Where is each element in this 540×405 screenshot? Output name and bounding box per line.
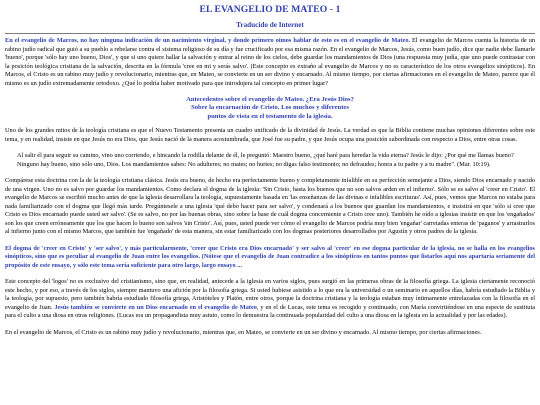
intro-text: El evangelio de Marcos cuenta la historia de un rabino judío radical que guió a su pueblo a rebelarse contra el sistema religioso de su día y fue crucificado por esa misma razón. En el evangelio de Marcos, Jesús, como buen judío, dice que nadie debe llamarle 'bueno', porque 'sólo hay uno bueno, Dios', y que si uno quiere hallar la salvación y entrar al reino de los cielos, debe guardar los mandamientos de Dios (una respuesta muy judía, que uno puede contrastar con la posición teológica cristiana de la salvación, descrita en la fórmula 'cree en mi y serás salvo'. (Este concepto es extraño al evangelio de Marcos y no es característico de los otros evangelios sinópticos). En Marcos, el Cristo es un rabino muy judío y revolucionario, mientras que, en Mateo, se convierte en un ser divino y encarnado. Al mismo tiempo, por ciertas afirmaciones en el evangelio de Mateo, parece que él mismo es un judío extremadamente ortodoxo. ¿Qué lo podría haber motivado para que introdujera tal concepto en primer lugar? (5, 37, 535, 87)
paragraph-intro (5, 37, 535, 88)
section-heading (5, 96, 535, 121)
paragraph-logos (5, 278, 535, 321)
section-heading-line-3: puntos de vista en el testamento de la iglesia. (207, 112, 333, 120)
logos-text-start: Este concepto del 'logos' no es exclusivo del cristianismo, sino que, en realidad, antecede a la iglesia en varios siglos, pues surgió en las primeras obras de la filosofía griega. La iglesia ciertamente reconoció este hecho, y por eso, a través de los siglos, siempre mantuvo una afición por la filosofía griega. Si usted hubiese asistido a lo que era la universidad o un seminario en aquellos días, habría estudiado la Biblia y la teología, por supuesto, pero también habría estudiado filosofía griega, Aristóteles y Platón, entre otros, porque la doctrina cristiana y la teología estaban muy íntimamente entrelazadas con la filosofía en el evangelio de Juan. (5, 278, 535, 311)
page-subtitle: Traducido de Internet (236, 21, 304, 29)
section-heading-line-2: Sobre la encarnación de Cristo. Los muchos y diferentes (191, 104, 349, 112)
dogma-highlight: El dogma de 'creer en Cristo' y 'ser salvo', y más particularmente, 'creer que Cristo era Dios encarnado' y ser salvo al 'creer' en ese dogma particular de la iglesia, no se halla en los evangelios sinópticos, sino que es peculiar al evangelio de Juan entre los evangelios. (Nótese que el evangelio de Juan contradice a los sinópticos en tantos puntos que listarlos aquí nos apartaría seriamente del propósito de este ensayo, y sólo este tema sería suficiente para otro largo, largo ensayo ... (5, 244, 535, 269)
paragraph-dogma (5, 245, 535, 271)
bible-quote (17, 152, 523, 169)
logos-highlight: Jesús también se convierte en un Dios encarnado en el evangelio de Mateo (54, 303, 257, 311)
intro-highlight: En el evangelio de Marcos, no hay ninguna indicación de un nacimiento virginal, y donde primero oímos hablar de esto es en el evangelio de Mateo. (5, 37, 411, 44)
bible-quote-text: Al salir él para seguir su camino, vino uno corriendo, e hincando la rodilla delante de él, le preguntó: Maestro bueno, ¿qué haré para heredar la vida eterna? Jesús le dijo: ¿Por qué me llamas bueno? Ninguno hay bueno, sino sólo uno, Dios. Los mandamientos sabes: No adulteres; no mates; no hurtes; no digas falso testimonio; no defraudes; honra a tu padre y a tu madre". (Mar. 10:19). (17, 152, 514, 168)
logos-text-end: , y en el de Lucas, este tema es recogido y continuado, con María convirtiéndose en una especie de sustituta para el culto a una diosa en otras religiones. (Lucas era un propagandista muy astuto, como lo demuestra la continuada popularidad del culto a una diosa en la iglesia en la actualidad y por las edades). (5, 303, 535, 320)
divider (5, 33, 535, 34)
paragraph-myths: Uno de los grandes mitos de la teología cristiana es que el Nuevo Testamento presenta un cuadro unificado de la divinidad de Jesús. La verdad es que la Biblia contiene muchas opiniones diferentes sobre este tema, y en realidad, insiste en que Jesús no era Dios, que Jesús nació de la manera acostumbrada, que José fue su padre, y que Jesús ocupa una posición subordinada con respecto a Dios, entre otras cosas. (5, 127, 535, 143)
page-title: EL EVANGELIO DE MATEO - 1 (199, 4, 341, 15)
paragraph-doctrine: Compárese esta doctrina con la de la teología cristiana clásica. Jesús era bueno, de hecho era perfectamente bueno y completamente infalible en su perfección semejante a Dios, siendo Dios encarnado y nacido de una virgen. Uno no es salvo por guardar los mandamientos. Como declara el dogma de la iglesia: 'Sin Cristo, hasta los buenos que no son salvos arden en el infierno'. Sólo se es salvo al 'creer en Cristo'. El evangelio de Marcos se escribió mucho antes de que la iglesia desarrollara la teología, supuestamente basada en 'las enseñanzas de las divinas e infalibles escrituras'. Así, pues, vemos que Marcos no estaba para nada familiarizado con el dogma que llegó más tarde. Pregúntesele a una iglesia 'qué debo hacer para ser salvo', y condenará a los buenos que guardan los mandamientos, e insistirá en que 'sólo si cree que Cristo es Dios encarnado puede usted ser salvo'. (Se es salvo, no por las buenas obras, sino sobre la base de cuál dogma concerniente a Cristo cree uno). También he oído a iglesias insistir en que los 'engañados' son los que creen erróneamente que los que hacen lo bueno son salvos 'sin Cristo'. Así, pues, usted puede ver cómo el evangelio de Marcos podría muy bien 'engañar' carretadas enteras de 'paganos' y arrastrarlos al infierno junto con el mismo Marcos, que también fue 'engañado' de esta manera, sin estar familiarizado con los dogmas posteriores desarrollados por Agustín y otros padres de la iglesia. (5, 177, 535, 236)
section-heading-line-1: Antecedentes sobre el evangelio de Mateo. ¿Era Jesús Dios? (186, 96, 354, 103)
paragraph-cut: En el evangelio de Marcos, el Cristo es un rabino muy judío y revolucionario, mientras que, en Mateo, se convierte en un ser divino y encarnado. Al mismo tiempo, por ciertas afirmaciones. (5, 328, 482, 336)
